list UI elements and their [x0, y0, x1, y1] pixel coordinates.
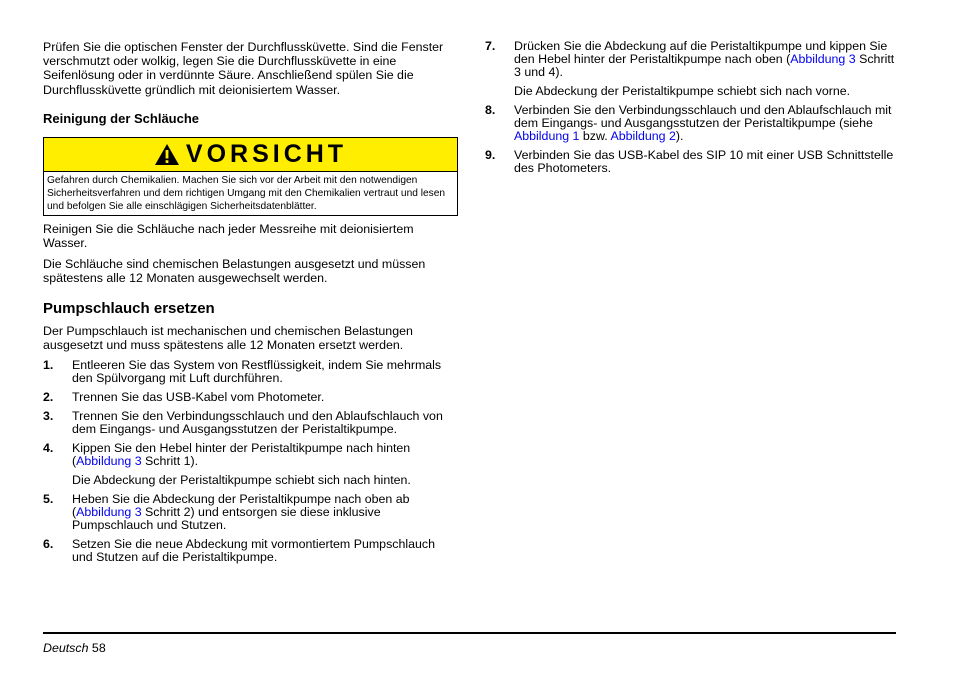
caution-header — [44, 138, 457, 172]
step-number: 8. — [485, 103, 496, 117]
step-text — [72, 442, 458, 487]
step-text — [514, 40, 900, 98]
step-number: 7. — [485, 39, 496, 53]
step-number: 2. — [43, 390, 54, 405]
step-item — [43, 410, 458, 436]
step-item — [43, 493, 458, 532]
left-column — [43, 40, 458, 570]
caution-text: Gefahren durch Chemikalien. Machen Sie sich vor der Arbeit mit den notwendigen Sicherheitsverfahren und dem richtigen Umgang mit den Chemikalien vertraut und lesen und befolgen Sie alle einschlägigen Sicherheitsdatenblätter. — [47, 174, 446, 212]
cleaning-paragraph-2: Die Schläuche sind chemischen Belastungen ausgesetzt und müssen spätestens alle 12 Monaten ausgewechselt werden. — [43, 257, 426, 286]
footer-language: Deutsch — [43, 641, 89, 655]
caution-title: VORSICHT — [185, 139, 348, 168]
step-subtext: Die Abdeckung der Peristaltikpumpe schiebt sich nach vorne. — [514, 84, 851, 98]
figure-3-link[interactable]: Abbildung 3 — [76, 505, 142, 520]
step-item — [485, 40, 900, 98]
step-subtext: Die Abdeckung der Peristaltikpumpe schiebt sich nach hinten. — [72, 473, 411, 488]
footer-text — [43, 641, 106, 655]
step-text — [72, 493, 458, 532]
cleaning-paragraph-1: Reinigen Sie die Schläuche nach jeder Messreihe mit deionisiertem Wasser. — [43, 221, 414, 251]
step-number: 6. — [43, 537, 54, 552]
step-number: 1. — [43, 358, 54, 373]
steps-list-right — [485, 40, 900, 175]
step-text: Verbinden Sie das USB-Kabel des SIP 10 mit einer USB Schnittstelle des Photometers. — [514, 148, 894, 175]
step-text: Setzen Sie die neue Abdeckung mit vormontiertem Pumpschlauch und Stutzen auf die Peristaltikpumpe. — [72, 537, 435, 565]
warning-triangle-icon — [154, 143, 180, 166]
section-heading-cleaning: Reinigung der Schläuche — [43, 110, 200, 126]
step-item — [485, 149, 900, 175]
section-heading-pump-tube: Pumpschlauch ersetzen — [43, 299, 215, 317]
page-footer — [43, 632, 896, 655]
step-text-part: Schritt 3 und 4). — [514, 52, 895, 79]
step-text-part: Kippen Sie den Hebel hinter der Peristaltikpumpe nach hinten ( — [72, 441, 411, 469]
step-text — [514, 104, 900, 143]
step-item — [43, 391, 458, 404]
intro-paragraph: Prüfen Sie die optischen Fenster der Durchflussküvette. Sind die Fenster verschmutzt oder wolkig, legen Sie die Durchflussküvette in eine Seifenlösung oder in verdünnte Säure. Anschließend spülen Sie die Durchflussküvette gründlich mit deionisiertem Wasser. — [43, 40, 444, 97]
step-text: Trennen Sie das USB-Kabel vom Photometer. — [72, 390, 325, 405]
step-text: Trennen Sie den Verbindungsschlauch und den Ablaufschlauch von dem Eingangs- und Ausgangsstutzen der Peristaltikpumpe. — [72, 409, 443, 437]
figure-3-link[interactable]: Abbildung 3 — [76, 454, 142, 469]
step-item — [43, 442, 458, 487]
figure-2-link[interactable]: Abbildung 2 — [610, 129, 676, 143]
step-text-part: Verbinden Sie den Verbindungsschlauch und den Ablaufschlauch mit dem Eingangs- und Ausgangsstutzen der Peristaltikpumpe (siehe — [514, 103, 892, 130]
step-item — [43, 359, 458, 385]
step-text-part: Heben Sie die Abdeckung der Peristaltikpumpe nach oben ab ( — [72, 492, 410, 520]
step-number: 3. — [43, 409, 54, 424]
step-text: Entleeren Sie das System von Restflüssigkeit, indem Sie mehrmals den Spülvorgang mit Luft durchführen. — [72, 358, 442, 386]
steps-list-left — [43, 359, 458, 564]
figure-3-link[interactable]: Abbildung 3 — [790, 52, 856, 66]
pump-intro-paragraph: Der Pumpschlauch ist mechanischen und chemischen Belastungen ausgesetzt und muss spätestens alle 12 Monaten ersetzt werden. — [43, 323, 413, 352]
right-column — [485, 40, 900, 181]
step-text-part: Drücken Sie die Abdeckung auf die Peristaltikpumpe und kippen Sie den Hebel hinter der Peristaltikpumpe nach oben ( — [514, 39, 888, 66]
step-text-part: bzw. — [579, 129, 611, 143]
step-item — [485, 104, 900, 143]
figure-1-link[interactable]: Abbildung 1 — [514, 129, 580, 143]
page-number: 58 — [91, 641, 106, 655]
caution-box — [43, 137, 458, 216]
step-number: 9. — [485, 148, 496, 162]
step-text-part: Schritt 2) und entsorgen sie diese inklusive Pumpschlauch und Stutzen. — [72, 505, 381, 533]
step-item — [43, 538, 458, 564]
step-text-part: Schritt 1). — [141, 454, 199, 469]
step-number: 5. — [43, 492, 54, 507]
step-text-part: ). — [675, 129, 684, 143]
step-number: 4. — [43, 441, 54, 456]
